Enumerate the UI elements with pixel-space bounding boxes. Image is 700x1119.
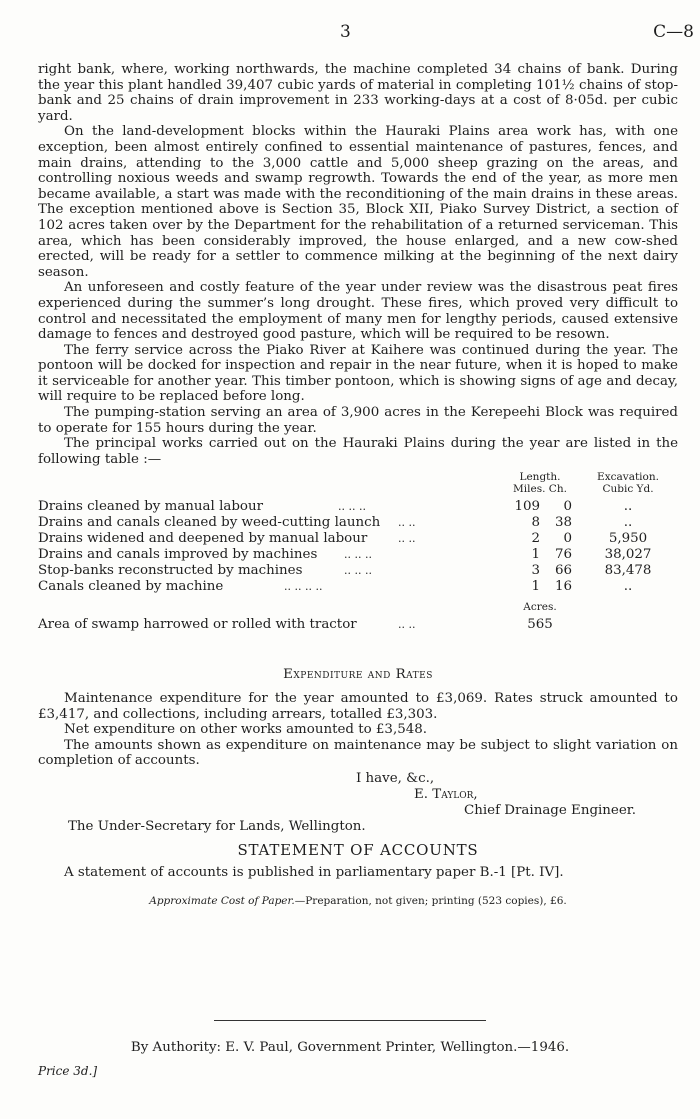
cost-note-text: —Preparation, not given; printing (523 copies), £6. (294, 895, 567, 908)
excavation-header: Excavation. (597, 471, 659, 484)
row-excavation: 83,478 (604, 563, 652, 579)
row-chains: 0 (563, 499, 572, 515)
printer-authority: By Authority: E. V. Paul, Government Printer, Wellington.—1946. (130, 1040, 570, 1055)
table-row (38, 547, 678, 563)
row-excavation: .. (623, 515, 633, 531)
row-label: Stop-banks reconstructed by machines (38, 563, 303, 579)
signature-block (38, 769, 678, 833)
page-number: 3 (340, 22, 351, 42)
area-label: Area of swamp harrowed or rolled with tractor (38, 617, 357, 633)
row-label: Drains and canals cleaned by weed-cutting launch (38, 515, 381, 531)
table-row (38, 579, 678, 595)
leader-dots: .. .. .. (344, 564, 372, 578)
paragraph: An unforeseen and costly feature of the year under review was the disastrous peat fires experienced during the summer’s long drought. These fires, which proved very difficult to control and necessitated the employment of many men for lengthy periods, caused extensive damage to fences and destroyed good pasture, which will be required to be resown. (38, 280, 678, 343)
row-label: Canals cleaned by machine (38, 579, 224, 595)
cost-note-label: Approximate Cost of Paper. (149, 895, 295, 908)
table-row (38, 515, 678, 531)
signatory-name: E. Taylor, (414, 787, 478, 802)
row-chains: 38 (554, 515, 572, 531)
row-excavation: .. (623, 579, 633, 595)
row-label: Drains widened and deepened by manual labour (38, 531, 368, 547)
paragraph: The pumping-station serving an area of 3,900 acres in the Kerepeehi Block was required to operate for 155 hours during the year. (38, 405, 678, 436)
statement-heading: STATEMENT OF ACCOUNTS (237, 841, 479, 859)
leader-dots: .. .. .. (338, 500, 366, 514)
row-miles: 1 (531, 579, 540, 595)
leader-dots: .. .. (398, 516, 416, 530)
row-miles: 3 (531, 563, 540, 579)
row-excavation: 38,027 (604, 547, 652, 563)
leader-dots: .. .. .. (344, 548, 372, 562)
addressee: The Under-Secretary for Lands, Wellington. (68, 819, 366, 834)
column-header-length (506, 471, 574, 495)
table-row (38, 499, 678, 515)
cubic-yards-header: Cubic Yd. (602, 483, 654, 496)
row-excavation: 5,950 (608, 531, 648, 547)
row-miles: 109 (514, 499, 540, 515)
cost-note (38, 894, 678, 910)
footer-rule (214, 1020, 486, 1021)
table-row (38, 563, 678, 579)
report-body (38, 62, 678, 910)
expenditure-paragraph: Maintenance expenditure for the year amounted to £3,069. Rates struck amounted to £3,417, and collections, including arrears, totalled £3,303. (38, 691, 678, 722)
table-row-area (38, 617, 678, 633)
section-heading: Expenditure and Rates (283, 667, 433, 683)
paragraph: The principal works carried out on the Hauraki Plains during the year are listed in the following table :— (38, 436, 678, 467)
row-label: Drains cleaned by manual labour (38, 499, 263, 515)
paragraph: The ferry service across the Piako River at Kaihere was continued during the year. The pontoon will be docked for inspection and repair in the near future, when it is hoped to make it serviceable for another year. This timber pontoon, which is showing signs of age and decay, will require to be replaced before long. (38, 342, 678, 405)
paragraph: right bank, where, working northwards, the machine completed 34 chains of bank. During the year this plant handled 39,407 cubic yards of material in completing 101½ chains of stop-bank and 25 chains of drain improvement in 233 working-days at a cost of 8·05d. per cubic yard. (38, 62, 678, 124)
leader-dots: .. .. (398, 618, 416, 632)
row-chains: 0 (563, 531, 572, 547)
price-label: Price 3d.] (38, 1064, 98, 1078)
area-value: 565 (527, 617, 553, 633)
row-chains: 76 (554, 547, 572, 563)
row-chains: 16 (554, 579, 572, 595)
leader-dots: .. .. (398, 532, 416, 546)
statement-text: A statement of accounts is published in parliamentary paper B.-1 [Pt. IV]. (64, 864, 564, 880)
row-miles: 1 (531, 547, 540, 563)
miles-chains-header: Miles. Ch. (513, 483, 567, 496)
row-excavation: .. (623, 499, 633, 515)
row-label: Drains and canals improved by machines (38, 547, 318, 563)
paragraph: On the land-development blocks within the Hauraki Plains area work has, with one exception, been almost entirely confined to essential maintenance of pastures, fences, and main drains, attending to the 3,000 cattle and 5,000 sheep grazing on the areas, and controlling noxious weeds and swamp regrowth. Towards the end of the year, as more men became available, a start was made with the reconditioning of the main drains in these areas. The exception mentioned above is Section 35, Block XII, Piako Survey District, a section of 102 acres taken over by the Department for the rehabilitation of a returned serviceman. This area, which has been considerably improved, the house enlarged, and a new cow-shed erected, will be ready for a settler to commence milking at the beginning of the next dairy season. (38, 124, 678, 280)
expenditure-paragraph: The amounts shown as expenditure on maintenance may be subject to slight variation on completion of accounts. (38, 737, 678, 769)
page-header (0, 22, 700, 46)
works-table (38, 471, 678, 653)
leader-dots: .. .. .. .. (284, 580, 323, 594)
table-row (38, 531, 678, 547)
signatory-title: Chief Drainage Engineer. (464, 803, 636, 818)
acres-header: Acres. (523, 601, 557, 614)
row-miles: 8 (531, 515, 540, 531)
column-header-excavation (586, 471, 670, 495)
closing-line: I have, &c., (356, 771, 435, 786)
row-miles: 2 (531, 531, 540, 547)
length-header: Length. (519, 471, 561, 484)
row-chains: 66 (554, 563, 572, 579)
expenditure-paragraph: Net expenditure on other works amounted to £3,548. (64, 722, 428, 738)
document-reference: C—8 (653, 22, 694, 42)
